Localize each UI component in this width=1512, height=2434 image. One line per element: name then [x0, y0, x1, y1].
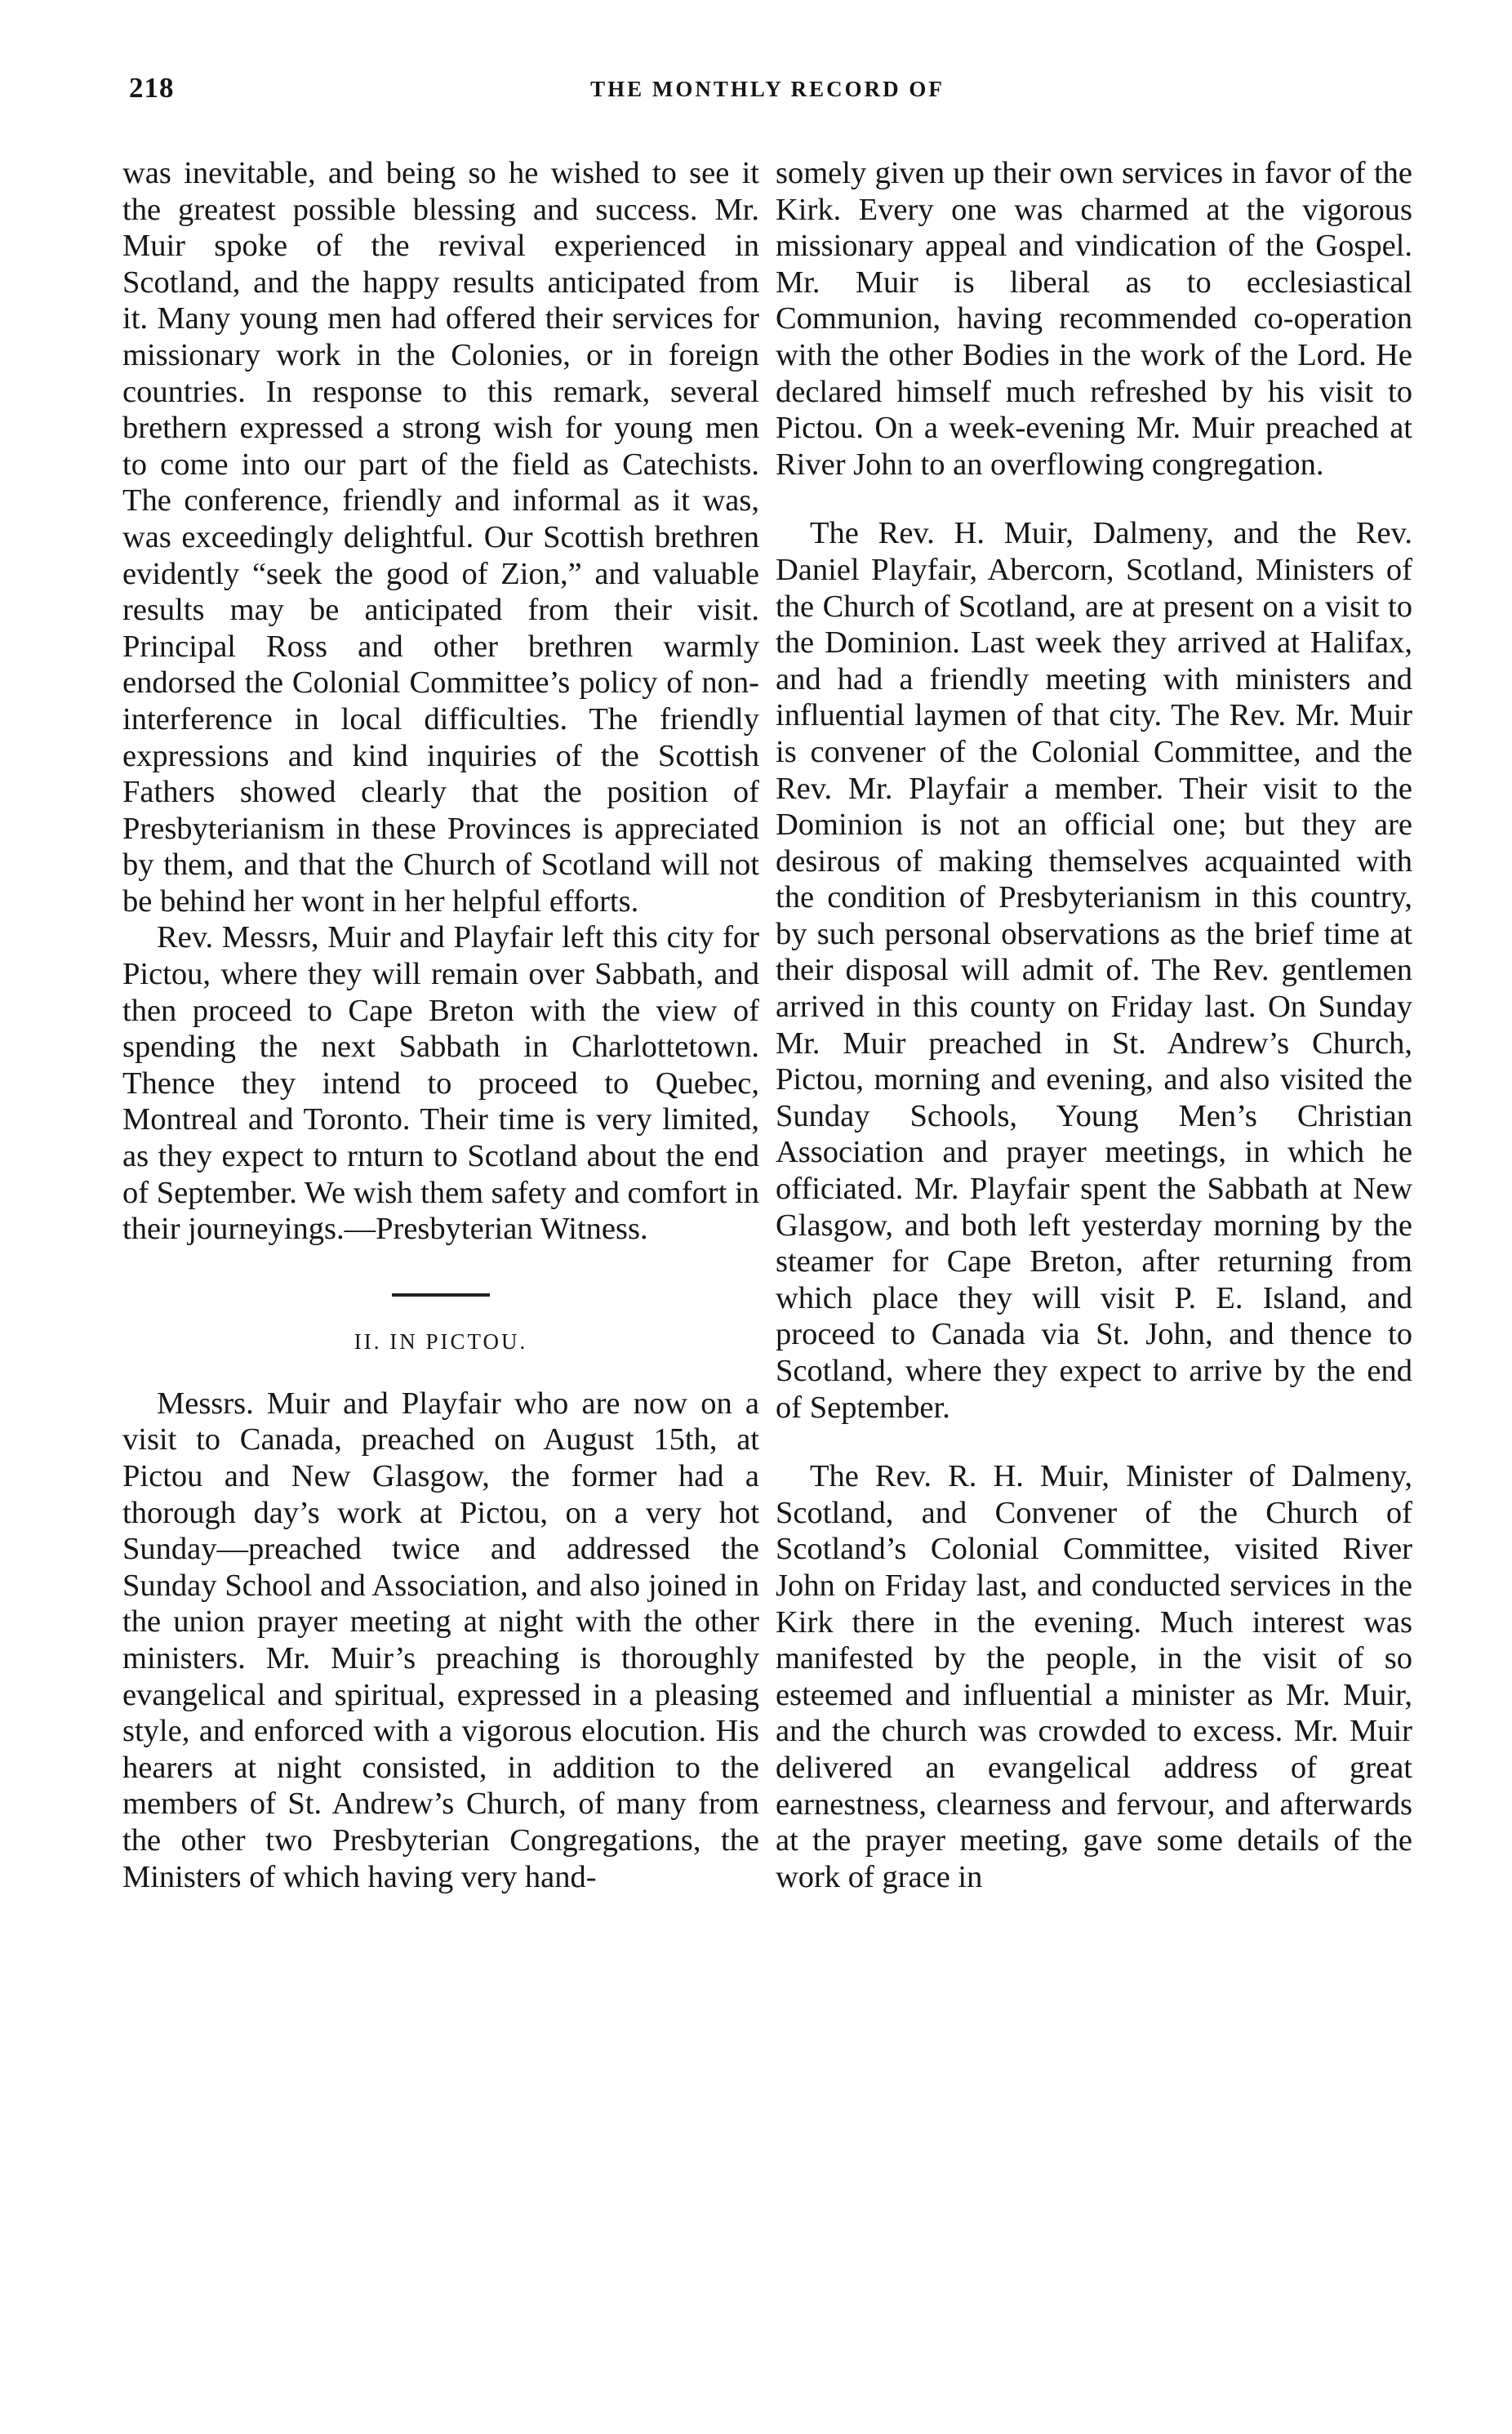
right-column: [776, 155, 1412, 1895]
right-paragraph-3: The Rev. R. H. Muir, Minister of Dalmeny, Scotland, and Convener of the Church of Scotland’s Colonial Committee, visited River John on Friday last, and conducted services in the Kirk there in the evening. Much interest was manifested by the people, in the visit of so esteemed and influential a minister as Mr. Muir, and the church was crowded to excess. Mr. Muir delivered an evangelical address of great earnestness, clearness and fervour, and afterwards at the prayer meeting, gave some details of the work of grace in: [776, 1459, 1412, 1894]
section-divider: [392, 1293, 490, 1297]
running-title: THE MONTHLY RECORD OF: [590, 77, 945, 101]
left-paragraph-1: was inevitable, and being so he wished to see it the greatest possible blessing and success. Mr. Muir spoke of the revival experienced in Scotland, and the happy results anticipated from it. Many young men had offered their services for missionary work in the Colonies, or in foreign countries. In response to this remark, several brethern expressed a strong wish for young men to come into our part of the field as Catechists. The conference, friendly and informal as it was, was exceedingly delightful. Our Scottish brethren evidently “seek the good of Zion,” and valuable results may be anticipated from their visit. Principal Ross and other brethren warmly endorsed the Colonial Committee’s policy of non-interference in local difficulties. The friendly expressions and kind inquiries of the Scottish Fathers showed clearly that the position of Presbyterianism in these Provinces is appreciated by them, and that the Church of Scotland will not be behind her wont in her helpful efforts.: [122, 156, 759, 919]
left-column: [122, 155, 759, 1895]
left-paragraph-3: Messrs. Muir and Playfair who are now on a visit to Canada, preached on August 15th, at Pictou and New Glasgow, the former had a thorough day’s work at Pictou, on a very hot Sunday—preached twice and addressed the Sunday School and Association, and also joined in the union prayer meeting at night with the other ministers. Mr. Muir’s preaching is thoroughly evangelical and spiritual, expressed in a pleasing style, and enforced with a vigorous elocution. His hearers at night consisted, in addition to the members of St. Andrew’s Church, of many from the other two Presbyterian Congregations, the Ministers of which having very hand-: [122, 1386, 759, 1894]
page-header: [122, 72, 1412, 121]
page-number: 218: [129, 72, 175, 104]
left-paragraph-2: Rev. Messrs, Muir and Playfair left this city for Pictou, where they will remain over Sabbath, and then proceed to Cape Breton with the view of spending the next Sabbath in Charlottetown. Thence they intend to proceed to Quebec, Montreal and Toronto. Their time is very limited, as they expect to rnturn to Scotland about the end of September. We wish them safety and comfort in their journeyings.—Presbyterian Witness.: [122, 920, 759, 1247]
right-paragraph-2: The Rev. H. Muir, Dalmeny, and the Rev. Daniel Playfair, Abercorn, Scotland, Ministers of the Church of Scotland, are at present on a visit to the Dominion. Last week they arrived at Halifax, and had a friendly meeting with ministers and influential laymen of that city. The Rev. Mr. Muir is convener of the Colonial Committee, and the Rev. Mr. Playfair a member. Their visit to the Dominion is not an official one; but they are desirous of making themselves acquainted with the condition of Presbyterianism in this country, by such personal observations as the brief time at their disposal will admit of. The Rev. gentlemen arrived in this county on Friday last. On Sunday Mr. Muir preached in St. Andrew’s Church, Pictou, morning and evening, and also visited the Sunday Schools, Young Men’s Christian Association and prayer meetings, in which he officiated. Mr. Playfair spent the Sabbath at New Glasgow, and both left yesterday morning by the steamer for Cape Breton, after returning from which place they will visit P. E. Island, and proceed to Canada via St. John, and thence to Scotland, where they expect to arrive by the end of September.: [776, 516, 1412, 1425]
section-heading: II. IN PICTOU.: [354, 1328, 528, 1354]
right-paragraph-1: somely given up their own services in favor of the Kirk. Every one was charmed at the vigorous missionary appeal and vindication of the Gospel. Mr. Muir is liberal as to ecclesiastical Communion, having recommended co-operation with the other Bodies in the work of the Lord. He declared himself much refreshed by his visit to Pictou. On a week-evening Mr. Muir preached at River John to an overflowing congregation.: [776, 156, 1412, 482]
